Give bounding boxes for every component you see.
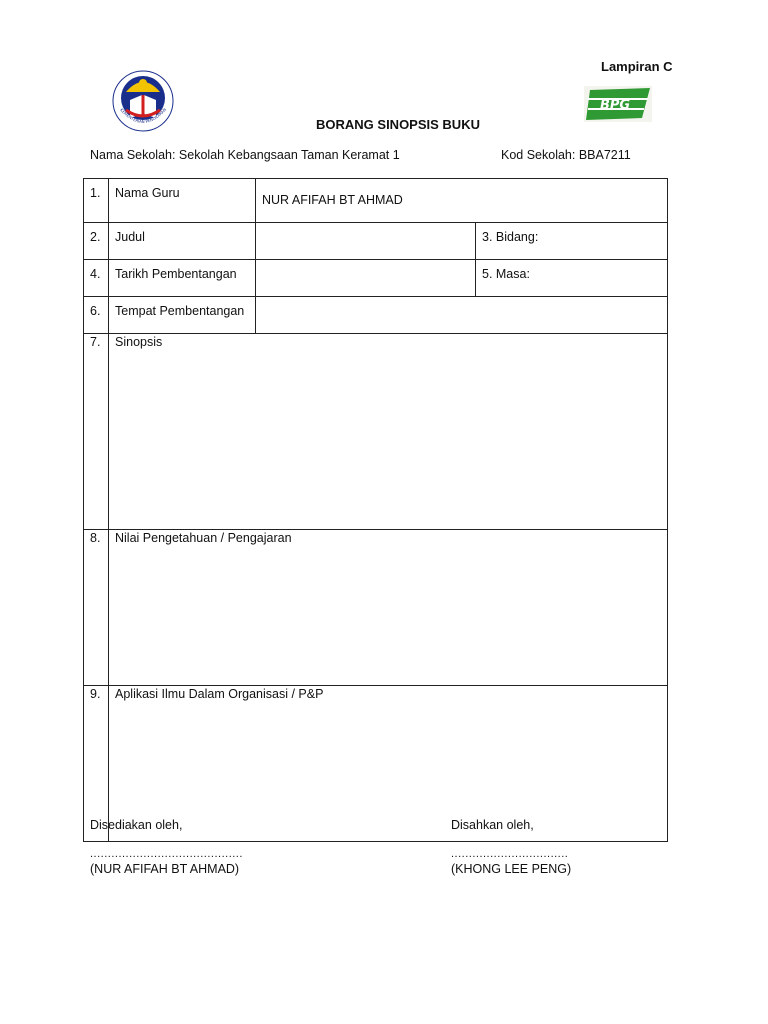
presentation-venue-field[interactable] [256,297,668,334]
prepared-by-signature-line: ........................................... [90,848,243,860]
row-number: 4. [84,260,109,297]
school-name: Nama Sekolah: Sekolah Kebangsaan Taman Keramat 1 [90,148,400,162]
teacher-name-field[interactable]: NUR AFIFAH BT AHMAD [256,179,668,223]
approved-by-name: (KHONG LEE PENG) [451,862,572,876]
school-code: Kod Sekolah: BBA7211 [501,148,631,162]
field-label-knowledge-value: Nilai Pengetahuan / Pengajaran [115,531,292,545]
row-number: 9. [84,686,109,842]
field-label-knowledge-application: Aplikasi Ilmu Dalam Organisasi / P&P [115,687,324,701]
knowledge-value-area[interactable] [109,530,668,686]
approved-by-label: Disahkan oleh, [451,818,534,832]
prepared-by-name: (NUR AFIFAH BT AHMAD) [90,862,240,876]
form-row-presentation-date [84,260,668,297]
crest-caption: KEMENTERIAN PENDIDIKAN [119,106,168,125]
bpg-logo-text: BPG [600,98,631,113]
field-label-title: Judul [109,223,256,260]
title-field[interactable] [256,223,476,260]
row-number: 6. [84,297,109,334]
field-label-time[interactable]: 5. Masa: [476,260,668,297]
form-title: BORANG SINOPSIS BUKU [316,117,480,132]
approved-by-signature-line: ................................. [451,848,569,860]
row-number: 1. [84,179,109,223]
field-label-synopsis: Sinopsis [115,335,163,349]
field-label-presentation-date: Tarikh Pembentangan [109,260,256,297]
form-row-synopsis [84,334,668,530]
presentation-date-field[interactable] [256,260,476,297]
form-row-presentation-venue [84,297,668,334]
synopsis-area[interactable] [109,334,668,530]
field-label-field[interactable]: 3. Bidang: [476,223,668,260]
form-row-knowledge-value [84,530,668,686]
synopsis-form-table [83,178,668,842]
attachment-label: Lampiran C [601,59,673,74]
form-row-title [84,223,668,260]
knowledge-application-area[interactable] [109,686,668,842]
row-number: 7. [84,334,109,530]
row-number: 2. [84,223,109,260]
form-row-teacher-name [84,179,668,223]
field-label-teacher-name: Nama Guru [109,179,256,223]
row-number: 8. [84,530,109,686]
prepared-by-label: Disediakan oleh, [90,818,183,832]
field-label-presentation-venue: Tempat Pembentangan [109,297,256,334]
